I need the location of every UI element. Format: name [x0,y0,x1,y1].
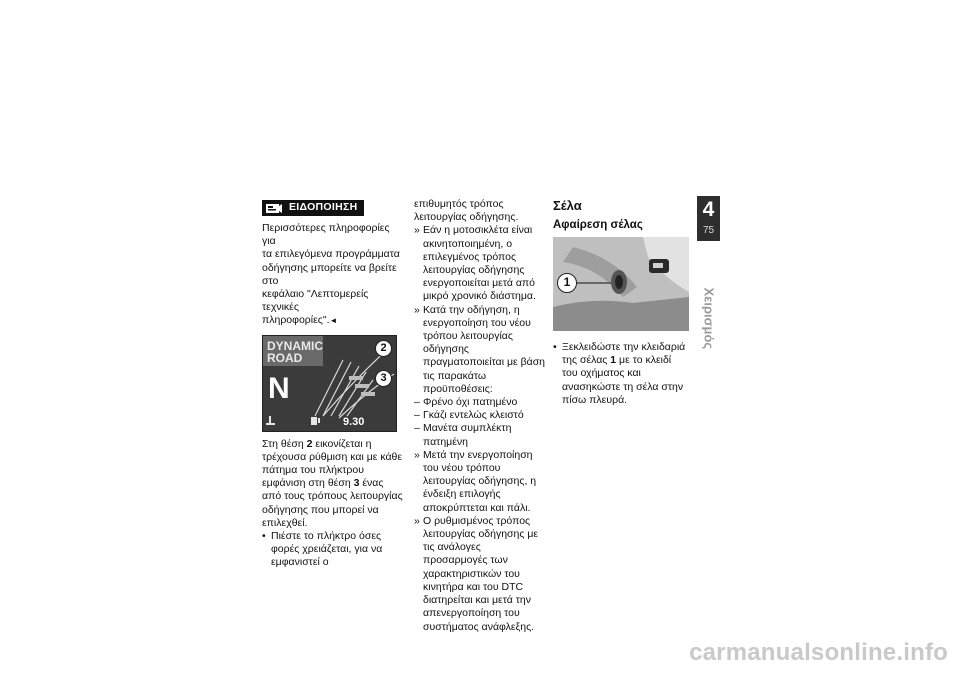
reference-2: 2 [306,437,313,450]
list-item-text: Φρένο όχι πατημένο [423,396,518,409]
watermark: carmanualsonline.info [689,639,948,666]
chapter-title: Χειρισμός [701,287,717,350]
subsection-heading: Αφαίρεση σέλας [553,219,643,231]
dash-marker-icon: – [414,409,420,422]
continued-text: επιθυμητός τρόπος λειτουργίας οδήγησης. [414,198,519,224]
list-item [553,341,689,407]
result-marker-icon: » [414,224,420,237]
riding-mode-label: ROAD [267,350,303,365]
result-marker-icon: » [414,514,420,527]
page-number: 75 [702,225,715,236]
callout-1: 1 [557,273,577,293]
end-of-notice-icon: ◄ [329,316,338,326]
result-marker-icon: » [414,303,420,316]
notice-line: κεφάλαιο "Λεπτομερείς τεχνικές [262,288,369,314]
list-item-text: Εάν η μοτοσικλέτα είναι ακινητοποιημένη, ο επιλεγμένος τρόπος λειτουργίας οδήγησης ενεργοποιείται μετά από μικρό χρονικό διάστημα. [423,224,536,303]
chapter-number: 4 [702,198,715,221]
reference-3: 3 [353,477,360,490]
left-column [262,200,404,570]
seat-lock-photo [553,237,689,331]
callout-2: 2 [375,340,392,357]
list-item [414,409,548,422]
notice-line: Περισσότερες πληροφορίες για [262,222,390,248]
list-item-text: Γκάζι εντελώς κλειστό [423,409,524,422]
list-item [414,396,548,409]
dash-marker-icon: – [414,422,420,435]
text-fragment: εικονίζεται η τρέχουσα ρύθμιση και με κάθε πάτημα του πλήκτρου εμφάνιση στη θέση [262,437,403,490]
bullet-icon: • [553,341,557,353]
section-heading: Σέλα [553,198,582,213]
right-column [553,198,689,407]
text-fragment: ένας από τους τρόπους λειτουργίας οδήγησης που μπορεί να επιλεχθεί. [262,477,403,529]
chapter-tab [697,196,720,241]
list-item [414,304,548,396]
notice-paragraph [262,222,404,328]
instruction-text [562,341,689,407]
text-fragment: Ξεκλειδώστε την κλειδαριά της σέλας [562,341,686,367]
list-item [262,530,404,570]
gear-indicator: N [268,371,290,405]
list-item [414,449,548,515]
list-item [414,515,548,634]
list-item [414,422,548,448]
list-item-text: Μανέτα συμπλέκτη πατημένη [423,422,512,448]
bullet-icon: • [262,530,266,543]
instruction-text: Πιέστε το πλήκτρο όσες φορές χρειάζεται, για να εμφανιστεί ο [271,530,383,569]
notice-line: οδήγησης μπορείτε να βρείτε στο [262,261,397,287]
list-item-text: Ο ρυθμισμένος τρόπος λειτουργίας οδήγησης με τις ανάλογες προσαρμογές των χαρακτηριστικών του κινητήρα και του DTC διατηρείται και μετά την απενεργοποίηση του συστήματος ανάφλεξης. [423,514,539,633]
riding-mode-label: DYNAMIC [267,338,323,353]
middle-column [414,198,548,634]
result-marker-icon: » [414,448,420,461]
position-description [262,438,404,530]
odometer-readout: 9.30 [343,415,365,428]
notice-label: ΕΙΔΟΠΟΙΗΣΗ [289,201,358,214]
list-item-text: Μετά την ενεργοποίηση του νέου τρόπου λειτουργίας οδήγησης, η ένδειξη επιλογής αποκρύπτεται και πάλι. [423,448,537,514]
notice-line: πληροφορίες". [262,314,330,327]
dash-marker-icon: – [414,396,420,409]
notice-line: τα επιλεγόμενα προγράμματα [262,248,400,261]
list-item-text: Κατά την οδήγηση, η ενεργοποίηση του νέου τρόπου λειτουργίας οδήγησης πραγματοποιείται με βάση τις παρακάτω προϋποθέσεις: [423,303,546,395]
dashboard-display-image [262,335,397,432]
notice-badge [262,200,364,216]
motorcycle-info-icon [265,203,283,214]
list-item [414,224,548,303]
text-fragment: Στη θέση [262,437,304,450]
callout-3: 3 [375,370,392,387]
text-fragment: με το κλειδί του οχήματος και ανασηκώστε τη σέλα στην πίσω πλευρά. [562,354,684,406]
reference-1: 1 [610,354,617,367]
